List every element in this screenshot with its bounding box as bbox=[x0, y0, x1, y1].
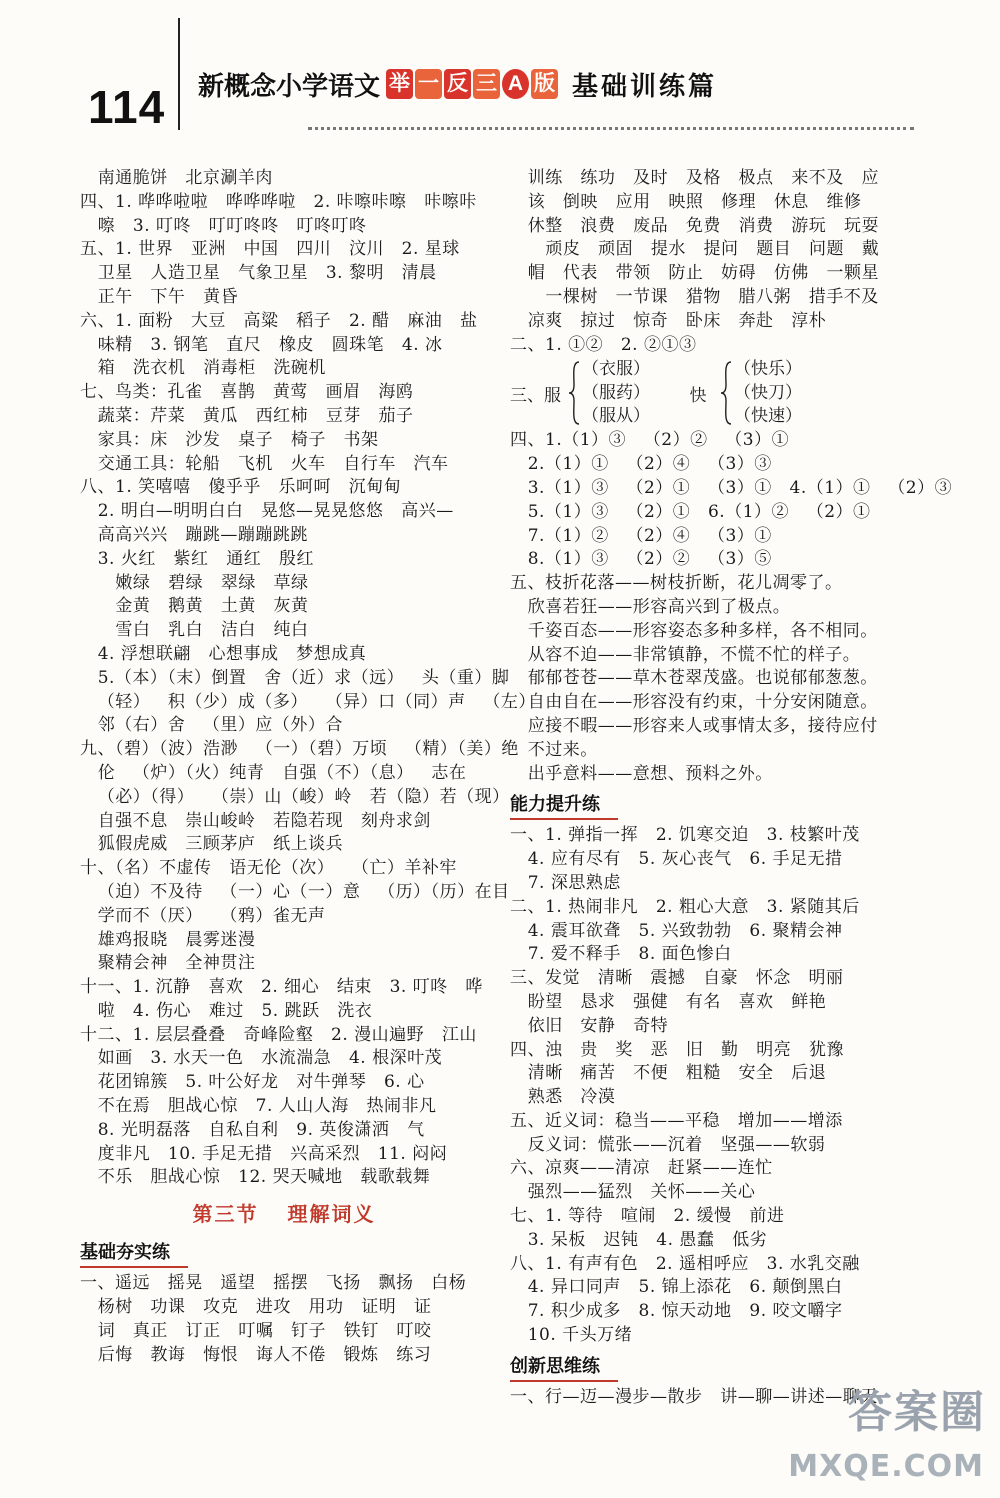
answer-line: 8.（1）③ （2）② （3）⑤ bbox=[510, 549, 772, 570]
fu-kuai-brace-group bbox=[510, 357, 910, 429]
watermark-url: MXQE.COM bbox=[788, 1449, 984, 1484]
answer-line: 一、遥远 摇晃 遥望 摇摆 飞扬 飘扬 白杨 bbox=[80, 1273, 467, 1294]
badge-ban: 版 bbox=[531, 69, 558, 99]
answer-line: 卫星 人造卫星 气象卫星 3. 黎明 清晨 bbox=[80, 263, 437, 284]
answer-line: 十、（名）不虚传 语无伦（次） （亡）羊补牢 bbox=[80, 858, 457, 879]
answer-line: 高高兴兴 蹦跳—蹦蹦跳跳 bbox=[80, 524, 308, 545]
answer-line: 聚精会神 全神贯注 bbox=[80, 953, 256, 974]
fu-item: （服从） bbox=[582, 406, 650, 427]
answer-line: 四、浊 贵 奖 恶 旧 勤 明亮 犹豫 bbox=[510, 1039, 844, 1060]
answer-line: 4. 震耳欲聋 5. 兴致勃勃 6. 聚精会神 bbox=[510, 920, 843, 941]
fu-item: （服药） bbox=[582, 382, 650, 403]
answer-line: 如画 3. 水天一色 水流湍急 4. 根深叶茂 bbox=[80, 1048, 443, 1069]
answer-line: 欣喜若狂——形容高兴到了极点。 bbox=[510, 596, 791, 617]
answer-line: 杨树 功课 攻克 进攻 用功 证明 证 bbox=[80, 1297, 432, 1318]
answer-line: 休整 浪费 废品 免费 消费 游玩 玩耍 bbox=[510, 215, 879, 236]
section-heading bbox=[80, 1194, 488, 1234]
answer-line: 花团锦簇 5. 叶公好龙 对牛弹琴 6. 心 bbox=[80, 1072, 425, 1093]
edition-badges bbox=[386, 69, 560, 99]
answer-line: 不乐 胆战心惊 12. 哭天喊地 载歌载舞 bbox=[80, 1167, 431, 1188]
book-title: 新概念小学语文 bbox=[198, 71, 381, 102]
fu-items bbox=[582, 358, 650, 428]
answer-line: 4. 异口同声 5. 锦上添花 6. 颠倒黑白 bbox=[510, 1277, 843, 1298]
right-brace-icon bbox=[720, 361, 732, 425]
answer-line: 蔬菜：芹菜 黄瓜 西红柿 豆芽 茄子 bbox=[80, 405, 414, 426]
answer-line: 八、1. 有声有色 2. 遥相呼应 3. 水乳交融 bbox=[510, 1253, 860, 1274]
subheading-ability-practice: 能力提升练 bbox=[510, 792, 618, 820]
kuai-item: （快刀） bbox=[734, 382, 802, 403]
answer-line: 盼望 恳求 强健 有名 喜欢 鲜艳 bbox=[510, 991, 827, 1012]
answer-line: 后悔 教诲 悔恨 诲人不倦 锻炼 练习 bbox=[80, 1344, 432, 1365]
answer-line: 伦 （炉）（火）纯青 自强（不）（息） 志在 bbox=[80, 762, 467, 783]
answer-line: 二、1. 热闹非凡 2. 粗心大意 3. 紧随其后 bbox=[510, 896, 860, 917]
answer-line: 不过来。 bbox=[510, 739, 598, 760]
badge-ju: 举 bbox=[386, 69, 413, 99]
answer-line: 反义词：慌张——沉着 坚强——软弱 bbox=[510, 1134, 826, 1155]
fu-item: （衣服） bbox=[582, 359, 650, 380]
answer-line: （必）（得） （崇）山（峻）岭 若（隐）若（现） bbox=[80, 786, 510, 807]
answer-line: 应接不暇——形容来人或事情太多，接待应付 bbox=[510, 715, 878, 736]
answer-line: 从容不迫——非常镇静，不慌不忙的样子。 bbox=[510, 644, 861, 665]
answer-line: 二、1. ①② 2. ②①③ bbox=[510, 334, 697, 355]
answer-line: 南通脆饼 北京涮羊肉 bbox=[80, 168, 273, 188]
answer-line: 五、近义词：稳当——平稳 增加——增添 bbox=[510, 1110, 843, 1131]
answer-line: 7. 爱不释手 8. 面色惨白 bbox=[510, 944, 732, 965]
right-answers-top bbox=[510, 167, 910, 357]
answer-line: 四、1. 哗哗啦啦 哗哗哗啦 2. 咔嚓咔嚓 咔嚓咔 bbox=[80, 191, 477, 212]
section-label: 第三节 bbox=[192, 1202, 259, 1227]
answer-line: 啦 4. 伤心 难过 5. 跳跃 洗衣 bbox=[80, 1000, 373, 1021]
answer-line: 家具：床 沙发 桌子 椅子 书架 bbox=[80, 429, 379, 450]
answer-line: 一棵树 一节课 猎物 腊八粥 措手不及 bbox=[510, 286, 879, 307]
answer-line: 千姿百态——形容姿态多种多样，各不相同。 bbox=[510, 620, 878, 641]
answer-line: 自强不息 崇山峻岭 若隐若现 刻舟求剑 bbox=[80, 810, 431, 831]
answer-line: 10. 千头万绪 bbox=[510, 1325, 633, 1346]
answer-line: 一、1. 弹指一挥 2. 饥寒交迫 3. 枝繁叶茂 bbox=[510, 825, 860, 846]
answer-line: 六、1. 面粉 大豆 高粱 稻子 2. 醋 麻油 盐 bbox=[80, 310, 478, 331]
answer-line: 交通工具：轮船 飞机 火车 自行车 汽车 bbox=[80, 453, 449, 474]
answer-line: 该 倒映 应用 映照 修理 休息 维修 bbox=[510, 191, 862, 212]
kuai-item: （快速） bbox=[734, 406, 802, 427]
answer-line: 嚓 3. 叮咚 叮叮咚咚 叮咚叮咚 bbox=[80, 215, 367, 236]
answer-line: 雄鸡报晓 晨雾迷漫 bbox=[80, 929, 256, 950]
answer-line: 正午 下午 黄昏 bbox=[80, 286, 239, 307]
answer-line: 7. 深思熟虑 bbox=[510, 872, 621, 893]
book-title-bar bbox=[198, 64, 717, 104]
answer-line: 郁郁苍苍——草木苍翠茂盛。也说郁郁葱葱。 bbox=[510, 668, 878, 689]
answer-line: 八、1. 笑嘻嘻 傻乎乎 乐呵呵 沉甸甸 bbox=[80, 477, 402, 498]
answer-line: 清晰 痛苦 不便 粗糙 安全 后退 bbox=[510, 1063, 827, 1084]
brace-middle-char: 快 bbox=[689, 385, 707, 406]
answer-line: 九、（碧）（波）浩渺 （一）（碧）万顷 （精）（美）绝 bbox=[80, 739, 519, 760]
answer-line: 4. 浮想联翩 心想事成 梦想成真 bbox=[80, 643, 367, 664]
right-column bbox=[510, 167, 953, 1410]
answer-line: 帽 代表 带领 防止 妨碍 仿佛 一颗星 bbox=[510, 263, 879, 284]
answer-line: 五、枝折花落——树枝折断，花儿凋零了。 bbox=[510, 573, 843, 594]
answer-line: 2. 明白—明明白白 晃悠—晃晃悠悠 高兴— bbox=[80, 501, 454, 522]
left-answers-bottom bbox=[80, 1272, 488, 1367]
answer-line: 依旧 安静 奇特 bbox=[510, 1015, 669, 1036]
book-subtitle: 基础训练篇 bbox=[572, 71, 718, 102]
right-answers-ability bbox=[510, 824, 910, 1348]
answer-line: （迫）不及待 （一）心（一）意 （历）（历）在目 bbox=[80, 881, 510, 902]
subheading-basic-practice: 基础夯实练 bbox=[80, 1240, 188, 1268]
answer-line: 5.（1）③ （2）① 6.（1）② （2）① bbox=[510, 501, 871, 522]
answer-line: 金黄 鹅黄 土黄 灰黄 bbox=[80, 596, 309, 617]
answer-line: 2.（1）① （2）④ （3）③ bbox=[510, 454, 772, 475]
answer-line: 自由自在——形容没有约束，十分安闲随意。 bbox=[510, 692, 878, 713]
answer-line: 十二、1. 层层叠叠 奇峰险壑 2. 漫山遍野 江山 bbox=[80, 1024, 477, 1045]
watermark-logo-text: 答案圈 bbox=[848, 1387, 986, 1438]
header-dotted-rule bbox=[308, 127, 914, 130]
badge-a: A bbox=[502, 69, 529, 99]
answer-line: 不在焉 胆战心惊 7. 人山人海 热闹非凡 bbox=[80, 1096, 437, 1117]
answer-line: 7. 积少成多 8. 惊天动地 9. 咬文嚼字 bbox=[510, 1301, 843, 1322]
answer-line: 三、发觉 清晰 震撼 自豪 怀念 明丽 bbox=[510, 968, 844, 989]
page-number: 114 bbox=[88, 81, 166, 133]
answer-line: 3. 火红 紫红 通红 殷红 bbox=[80, 548, 314, 569]
answer-line: 一、行—迈—漫步—散步 讲—聊—讲述—聊天 bbox=[510, 1386, 878, 1407]
answer-line: 训练 练功 及时 及格 极点 来不及 应 bbox=[510, 168, 879, 188]
answer-line: 4. 应有尽有 5. 灰心丧气 6. 手足无措 bbox=[510, 849, 843, 870]
answer-line: 凉爽 掠过 惊奇 卧床 奔赴 淳朴 bbox=[510, 310, 827, 331]
answer-line: 六、凉爽——清凉 赶紧——连忙 bbox=[510, 1158, 773, 1179]
answer-line: 7.（1）② （2）④ （3）① bbox=[510, 525, 772, 546]
brace-label: 三、服 bbox=[510, 385, 561, 406]
subheading-innovation-practice: 创新思维练 bbox=[510, 1354, 618, 1382]
left-brace-icon bbox=[568, 361, 580, 425]
answer-line: 箱 洗衣机 消毒柜 洗碗机 bbox=[80, 358, 326, 379]
badge-yi: 一 bbox=[415, 69, 442, 99]
badge-fan: 反 bbox=[444, 69, 471, 99]
answer-line: 十一、1. 沉静 喜欢 2. 细心 结束 3. 叮咚 哗 bbox=[80, 977, 483, 998]
answer-line: （轻） 积（少）成（多） （异）口（同）声 （左） bbox=[80, 691, 536, 712]
right-answers-mid bbox=[510, 429, 953, 786]
answer-line: 四、1.（1）③ （2）② （3）① bbox=[510, 430, 790, 451]
answer-line: 嫩绿 碧绿 翠绿 草绿 bbox=[80, 572, 309, 593]
answer-line: 词 真正 订正 叮嘱 钉子 铁钉 叮咬 bbox=[80, 1320, 432, 1341]
answer-line: 七、鸟类：孔雀 喜鹊 黄莺 画眉 海鸥 bbox=[80, 382, 414, 403]
answer-line: 顽皮 顽固 提水 提问 题目 问题 戴 bbox=[510, 239, 880, 260]
kuai-item: （快乐） bbox=[734, 359, 802, 380]
header-vertical-rule bbox=[178, 18, 180, 130]
answer-line: 5.（本）（末）倒置 舍（近）求（远） 头（重）脚 bbox=[80, 667, 510, 688]
section-title: 理解词义 bbox=[287, 1202, 376, 1227]
answer-line: 狐假虎威 三顾茅庐 纸上谈兵 bbox=[80, 834, 344, 855]
answer-line: 七、1. 等待 喧闹 2. 缓慢 前进 bbox=[510, 1206, 785, 1227]
answer-line: 雪白 乳白 洁白 纯白 bbox=[80, 620, 309, 641]
answer-line: 学而不（厌） （鸦）雀无声 bbox=[80, 905, 326, 926]
answer-line: 3.（1）③ （2）① （3）① 4.（1）① （2）③ bbox=[510, 477, 953, 498]
badge-san: 三 bbox=[473, 69, 500, 99]
answer-line: 度非凡 10. 手足无措 兴高采烈 11. 闷闷 bbox=[80, 1143, 448, 1164]
answer-line: 邻（右）舍 （里）应（外）合 bbox=[80, 715, 343, 736]
kuai-items bbox=[734, 358, 802, 428]
answer-line: 出乎意料——意想、预料之外。 bbox=[510, 763, 773, 784]
answer-line: 强烈——猛烈 关怀——关心 bbox=[510, 1182, 756, 1203]
answer-line: 8. 光明磊落 自私自利 9. 英俊潇洒 气 bbox=[80, 1119, 425, 1140]
answer-line: 熟悉 冷漠 bbox=[510, 1087, 616, 1108]
answer-line: 五、1. 世界 亚洲 中国 四川 汶川 2. 星球 bbox=[80, 239, 460, 260]
answer-line: 味精 3. 钢笔 直尺 橡皮 圆珠笔 4. 冰 bbox=[80, 334, 443, 355]
answer-line: 3. 呆板 迟钝 4. 愚蠢 低劣 bbox=[510, 1229, 768, 1250]
